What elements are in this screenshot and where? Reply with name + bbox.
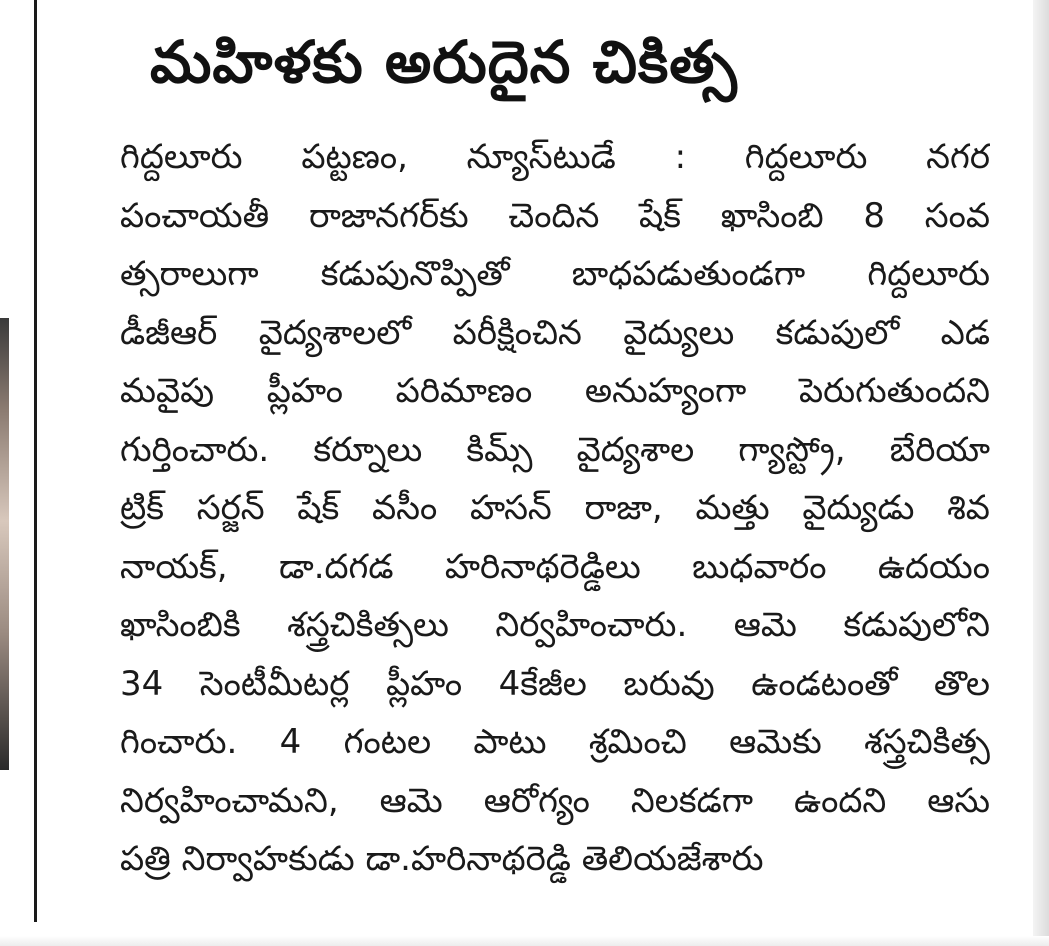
page-bottom-edge: [0, 936, 1049, 946]
article-line: పత్రి నిర్వాహకుడు డా.హరినాథరెడ్డి తెలియజేశారు: [120, 839, 764, 879]
article-line: ట్రిక్ సర్జన్ షేక్ వసీం హసన్ రాజా, మత్తు వైద్యుడు శివ: [120, 488, 990, 528]
article-line: గుర్తించారు. కర్నూలు కిమ్స్ వైద్యశాల గ్యాస్ట్రో, బేరియా: [120, 429, 990, 470]
article-line: ఖాసింబికి శస్త్రచికిత్సలు నిర్వహించారు. ఆమె కడుపులోని: [120, 605, 990, 645]
article-body: [120, 128, 990, 889]
article-line: నాయక్, డా.దగడ హరినాథరెడ్డిలు బుధవారం ఉదయం: [120, 546, 990, 587]
article-line: మవైపు ప్లీహం పరిమాణం అనుహ్యంగా పెరుగుతుందని: [120, 371, 990, 411]
article-line: గిద్దలూరు పట్టణం, న్యూస్‌టుడే : గిద్దలూరు నగర: [120, 137, 990, 177]
article-line: త్సరాలుగా కడుపునొప్పితో బాధపడుతుండగా గిద్దలూరు: [120, 254, 990, 294]
article-headline: మహిళకు అరుదైన చికిత్స: [150, 28, 738, 96]
article-line: నిర్వహించామని, ఆమె ఆరోగ్యం నిలకడగా ఉందని ఆసు: [120, 780, 990, 821]
column-rule: [34, 0, 37, 922]
adjacent-photo-edge: [0, 318, 9, 770]
page-edge-shadow: [1033, 0, 1049, 946]
article-line: డీజీఆర్ వైద్యశాలలో పరీక్షించిన వైద్యులు కడుపులో ఎడ: [120, 312, 990, 353]
article-line: 34 సెంటీమీటర్ల ప్లీహం 4కేజీల బరువు ఉండటంతో తొల: [120, 663, 990, 704]
article-line: గించారు. 4 గంటల పాటు శ్రమించి ఆమెకు శస్త్రచికిత్స: [120, 722, 990, 762]
article-line: పంచాయతీ రాజానగర్‌కు చెందిన షేక్ ఖాసింబి 8 సంవ: [120, 195, 990, 236]
